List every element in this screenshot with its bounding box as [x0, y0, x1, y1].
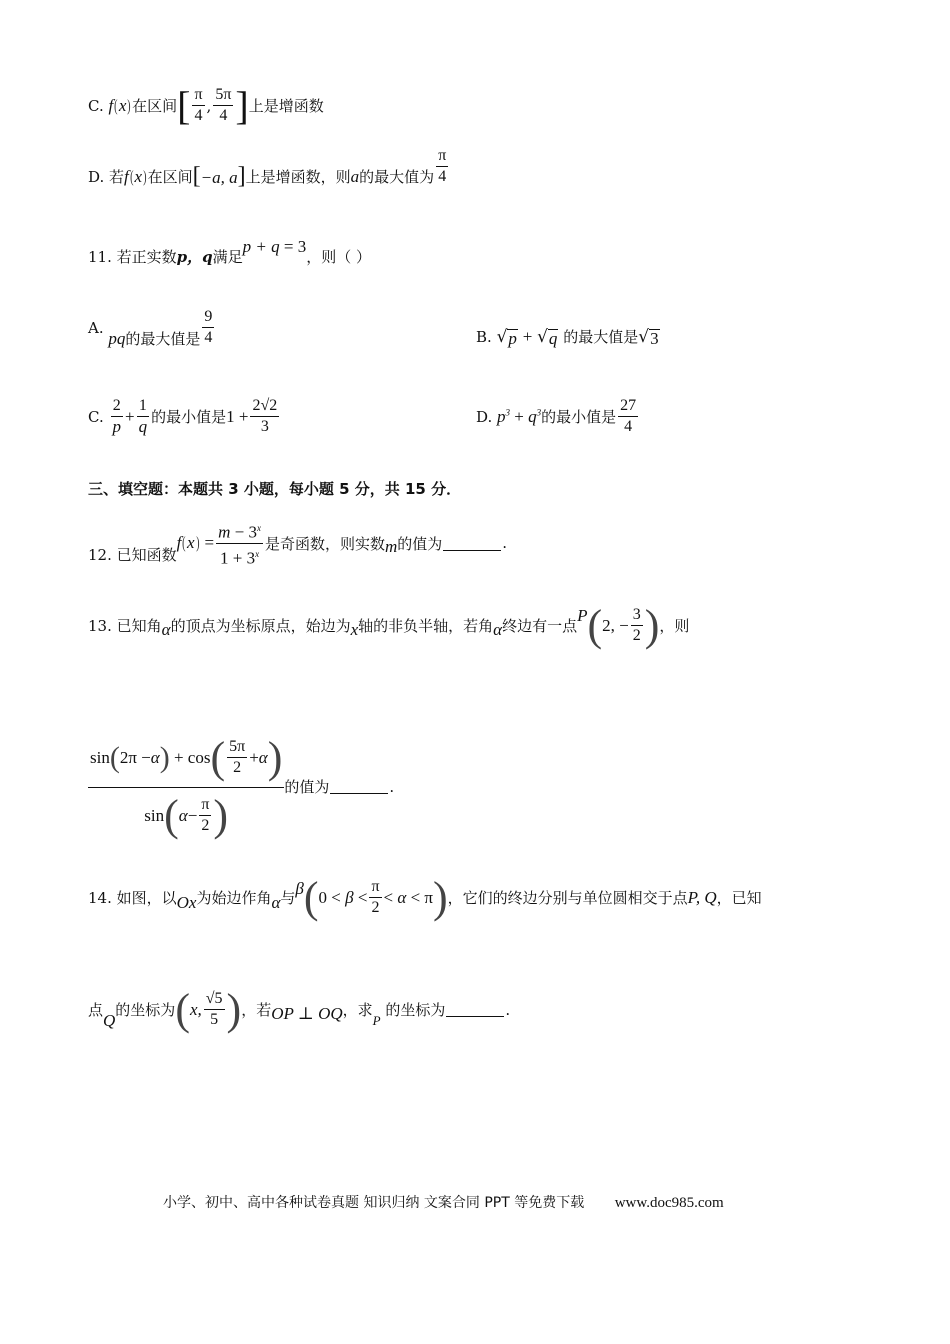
math-point: 2, − — [602, 615, 629, 635]
math-x: x, — [189, 999, 202, 1019]
text: ，则 — [659, 617, 690, 635]
fraction-pi-2: $\frac{\pi}{2}$ — [371, 878, 380, 916]
text: 上是增函数 — [248, 97, 324, 115]
text: 的最小值是 — [541, 408, 617, 426]
math-Q: Q — [103, 1010, 116, 1030]
fraction-27-4: $\frac{27}{4}$ — [620, 397, 637, 435]
bracket: [ — [177, 83, 191, 128]
text: 与 — [280, 889, 296, 907]
q14-line2 — [88, 984, 510, 1035]
paren: ) — [432, 873, 448, 922]
text: ，求 — [342, 1001, 373, 1019]
text: 的最大值为 — [359, 168, 435, 186]
math-alpha: α — [161, 619, 171, 639]
text: 轴的非负半轴，若角 — [358, 617, 494, 635]
math-ineq: 0 < β < — [318, 887, 368, 907]
q10-option-d — [88, 147, 450, 190]
text: 在区间 — [132, 97, 178, 115]
fraction-pi-4: $\frac{\pi}{4}$ — [438, 147, 447, 185]
math-fx: f(x) — [124, 166, 147, 186]
fraction-2sqrt2-3: $\frac{2√2}{3}$ — [252, 397, 278, 435]
big-fraction — [88, 732, 284, 841]
option-label: A. — [88, 318, 104, 337]
math-beta: β — [295, 878, 304, 898]
text: 14. 如图，以 — [88, 889, 177, 907]
text: . — [389, 777, 395, 796]
paren: ( — [175, 985, 190, 1034]
footer-url-link[interactable]: www.doc985.com — [614, 1195, 724, 1211]
text: . — [502, 534, 508, 553]
answer-blank — [446, 1002, 504, 1017]
q14-line1 — [88, 872, 762, 923]
fraction-pi-4: $\frac{\pi}{4}$ — [194, 86, 203, 124]
q13-expression — [88, 732, 394, 841]
math-perp: OP ⊥ OQ — [271, 1003, 343, 1023]
variables: p，q — [176, 248, 213, 266]
text: 的坐标为 — [385, 1001, 446, 1019]
math-m: m — [384, 537, 398, 557]
math-x: x — [350, 619, 359, 639]
paren: ) — [644, 601, 660, 650]
math-interval: [−a, a] — [192, 163, 246, 189]
paren: ( — [587, 601, 603, 650]
text: . — [505, 1000, 511, 1019]
math-a: a — [350, 166, 360, 186]
text: 11. 若正实数 — [88, 248, 177, 266]
section-title: 三、填空题：本题共 3 小题，每小题 5 分，共 15 分． — [88, 480, 462, 498]
page-footer — [163, 1192, 724, 1212]
option-label: D. 若 — [88, 168, 125, 186]
text: 的值为 — [284, 778, 330, 796]
denominator: sin ( α − $\frac{\pi}{2}$ ) — [144, 791, 229, 840]
q13-line1 — [88, 600, 689, 651]
q11-option-b: B. √ p + √ q 的最大值是 √ 3 — [476, 326, 659, 348]
text: 13. 已知角 — [88, 617, 162, 635]
text: ，它们的终边分别与单位圆相交于点 — [447, 889, 688, 907]
q11-option-c: C. $\frac{2}{p}$ + $\frac{1}{q}$ 的最小值是 1 + $\frac{2√2}{3}$ — [88, 397, 278, 436]
text: 满足 — [212, 248, 243, 266]
math-ineq2: < α < π — [383, 887, 433, 907]
math-sqrt-q: √ q — [537, 326, 558, 348]
text: ，则（ ） — [306, 248, 371, 266]
option-label: D. — [476, 407, 493, 426]
math-one: 1 + — [226, 406, 249, 426]
text: 的值为 — [397, 534, 443, 553]
answer-blank — [443, 536, 501, 551]
text: 的坐标为 — [115, 1001, 176, 1019]
option-label: B. — [476, 327, 492, 346]
text: 终边有一点 — [502, 617, 578, 635]
math-alpha: α — [493, 619, 503, 639]
text: ，若 — [241, 1001, 272, 1019]
text: ，已知 — [716, 889, 762, 907]
bracket: ] — [235, 83, 249, 128]
math-sqrt-3: √ 3 — [638, 326, 659, 348]
text: 为始边作角 — [196, 889, 272, 907]
fraction-5pi-4: $\frac{5\pi}{4}$ — [215, 86, 232, 124]
math-fx: f(x) — [108, 95, 131, 115]
text: 点 — [88, 1001, 104, 1019]
fraction-function: $\frac{m - 3^x}{1 + 3^x}$ — [216, 518, 263, 568]
footer-text: 小学、初中、高中各种试卷真题 知识归纳 文案合同 PPT 等免费下载 — [163, 1195, 585, 1211]
paren: ) — [226, 985, 242, 1034]
text: 的最大值是 — [563, 328, 639, 346]
text: 上是增函数，则 — [245, 168, 351, 186]
fraction-1-q: $\frac{1}{q}$ — [138, 397, 148, 436]
math-P: P — [372, 1012, 381, 1028]
fraction-9-4: $\frac{9}{4}$ — [204, 308, 213, 346]
q10-option-c: C. f(x) 在区间 [ $\frac{\pi}{4}$ , $\frac{5\pi}{4}$ ] 上是增函数 — [88, 83, 324, 128]
fraction-sqrt5-5: $\frac{√5}{5}$ — [205, 990, 223, 1028]
q12 — [88, 518, 507, 568]
text: 12. 已知函数 — [88, 545, 177, 564]
numerator: sin ( 2π − α ) + cos ( $\frac{5\pi}{2}$ + α ) — [88, 732, 284, 788]
text: 的最大值是 — [125, 330, 201, 348]
math-p-plus-q: p + q = 3 — [242, 236, 307, 256]
q11-option-d — [476, 396, 640, 437]
math-pq: pq — [108, 328, 126, 348]
text: 是奇函数，则实数 — [264, 534, 385, 553]
paren: ( — [303, 873, 319, 922]
q11-option-a — [88, 306, 216, 349]
fraction-2-p: $\frac{2}{p}$ — [112, 397, 121, 436]
fraction-3-2: $\frac{3}{2}$ — [632, 606, 641, 644]
answer-blank — [330, 779, 388, 794]
math-alpha: α — [271, 892, 281, 912]
option-label: C. — [88, 96, 104, 115]
text: 的最小值是 — [151, 408, 227, 426]
text: 的顶点为坐标原点，始边为 — [170, 617, 351, 635]
option-label: C. — [88, 407, 104, 426]
text: 在区间 — [147, 168, 193, 186]
math-fx-def: f(x) = — [176, 533, 215, 553]
q11-stem — [88, 236, 371, 267]
math-P: P — [577, 605, 588, 625]
math-Ox: Ox — [176, 892, 197, 912]
math-sqrt-p: √ p — [496, 326, 517, 348]
math-p3-q3: $p^3 + q^3$ — [497, 406, 542, 426]
math-PQ: P, Q — [687, 887, 717, 907]
